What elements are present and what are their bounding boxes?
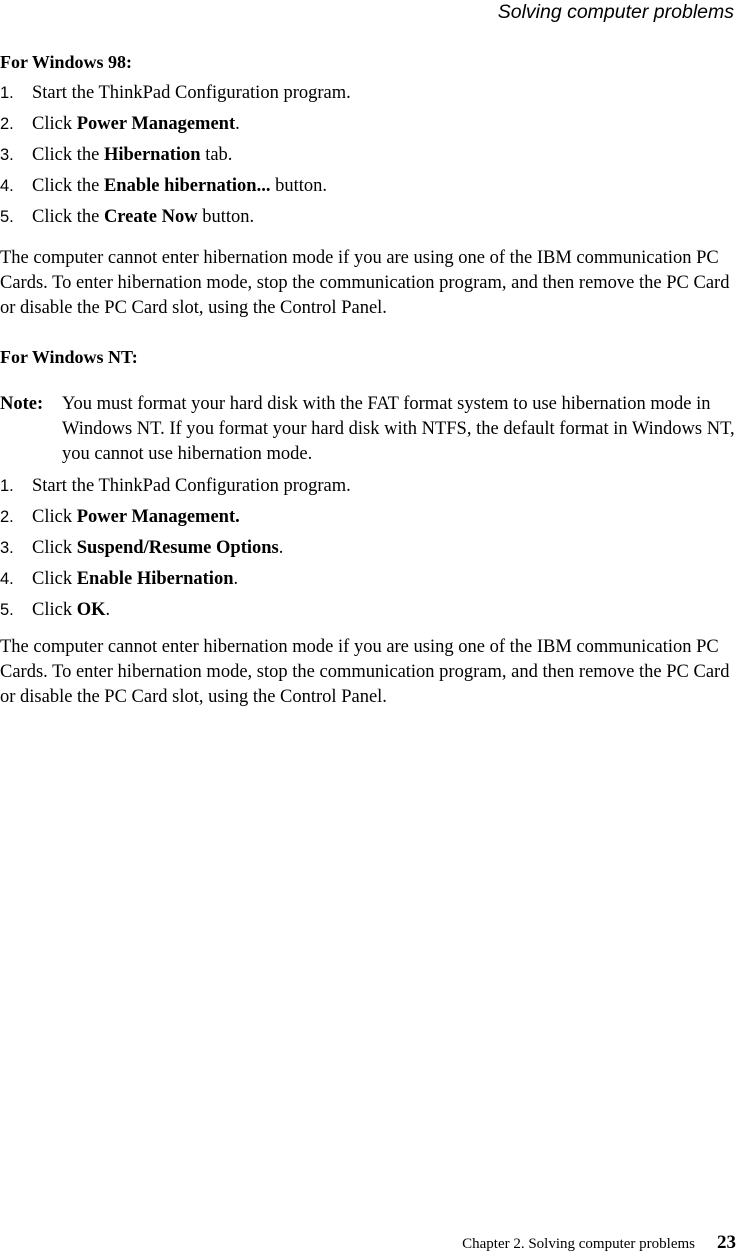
windows-nt-steps <box>0 474 740 629</box>
step-number: 2. <box>0 508 14 526</box>
step-ui-term: Enable Hibernation <box>76 569 234 589</box>
step-ui-term: Power Management <box>76 114 236 134</box>
step-number: 3. <box>0 146 14 164</box>
list-item <box>0 598 740 629</box>
section-heading-windows-nt: For Windows NT: <box>0 347 138 367</box>
running-head: Solving computer problems <box>497 1 734 23</box>
list-item <box>0 81 740 112</box>
step-ui-term: Suspend/Resume Options <box>76 538 279 558</box>
step-text: Click <box>32 538 77 558</box>
section-heading-windows-98: For Windows 98: <box>0 52 133 72</box>
page-number: 23 <box>717 1232 736 1253</box>
note-block <box>0 392 740 467</box>
step-number: 4. <box>0 177 14 195</box>
step-text-suffix: . <box>278 538 284 558</box>
step-text-suffix: tab. <box>200 145 233 165</box>
step-ui-term: Create Now <box>103 207 198 227</box>
step-text: Click the <box>32 176 104 196</box>
step-number: 1. <box>0 477 14 495</box>
step-text: Click <box>32 114 77 134</box>
step-number: 1. <box>0 84 14 102</box>
step-number: 3. <box>0 539 14 557</box>
page-content <box>0 50 740 710</box>
footer-chapter-title: Chapter 2. Solving computer problems <box>462 1236 695 1252</box>
note-text: You must format your hard disk with the FAT format system to use hibernation mode in Windows NT. If you format your hard disk with NTFS, the default format in Windows NT, you cannot use hibernation mode. <box>62 394 735 464</box>
step-text-suffix: . <box>233 569 239 589</box>
step-text-suffix: . <box>105 600 111 620</box>
step-number: 2. <box>0 115 14 133</box>
step-text-suffix: button. <box>270 176 328 196</box>
step-number: 5. <box>0 208 14 226</box>
list-item <box>0 505 740 536</box>
list-item <box>0 567 740 598</box>
list-item <box>0 205 740 236</box>
step-text: Click the <box>32 207 104 227</box>
page-footer <box>462 1231 736 1256</box>
step-ui-term: Enable hibernation... <box>103 176 271 196</box>
step-ui-term: OK <box>76 600 106 620</box>
step-text: Start the ThinkPad Configuration program. <box>32 476 351 496</box>
list-item <box>0 474 740 505</box>
windows-98-paragraph: The computer cannot enter hibernation mode if you are using one of the IBM communication PC Cards. To enter hibernation mode, stop the communication program, and then remove the PC Card or disable the PC Card slot, using the Control Panel. <box>0 248 730 318</box>
step-text: Start the ThinkPad Configuration program. <box>32 83 351 103</box>
windows-98-steps <box>0 81 740 236</box>
step-number: 4. <box>0 570 14 588</box>
list-item <box>0 536 740 567</box>
list-item <box>0 143 740 174</box>
step-text-suffix: . <box>235 114 240 134</box>
step-number: 5. <box>0 601 14 619</box>
step-ui-term: Power Management. <box>76 507 240 527</box>
step-ui-term: Hibernation <box>103 145 201 165</box>
step-text: Click <box>32 569 77 589</box>
list-item <box>0 174 740 205</box>
step-text: Click <box>32 507 77 527</box>
step-text-suffix: button. <box>197 207 255 227</box>
note-label: Note: <box>0 394 44 414</box>
step-text: Click <box>32 600 77 620</box>
list-item <box>0 112 740 143</box>
step-text: Click the <box>32 145 104 165</box>
windows-nt-paragraph: The computer cannot enter hibernation mode if you are using one of the IBM communication PC Cards. To enter hibernation mode, stop the communication program, and then remove the PC Card or disable the PC Card slot, using the Control Panel. <box>0 637 730 707</box>
